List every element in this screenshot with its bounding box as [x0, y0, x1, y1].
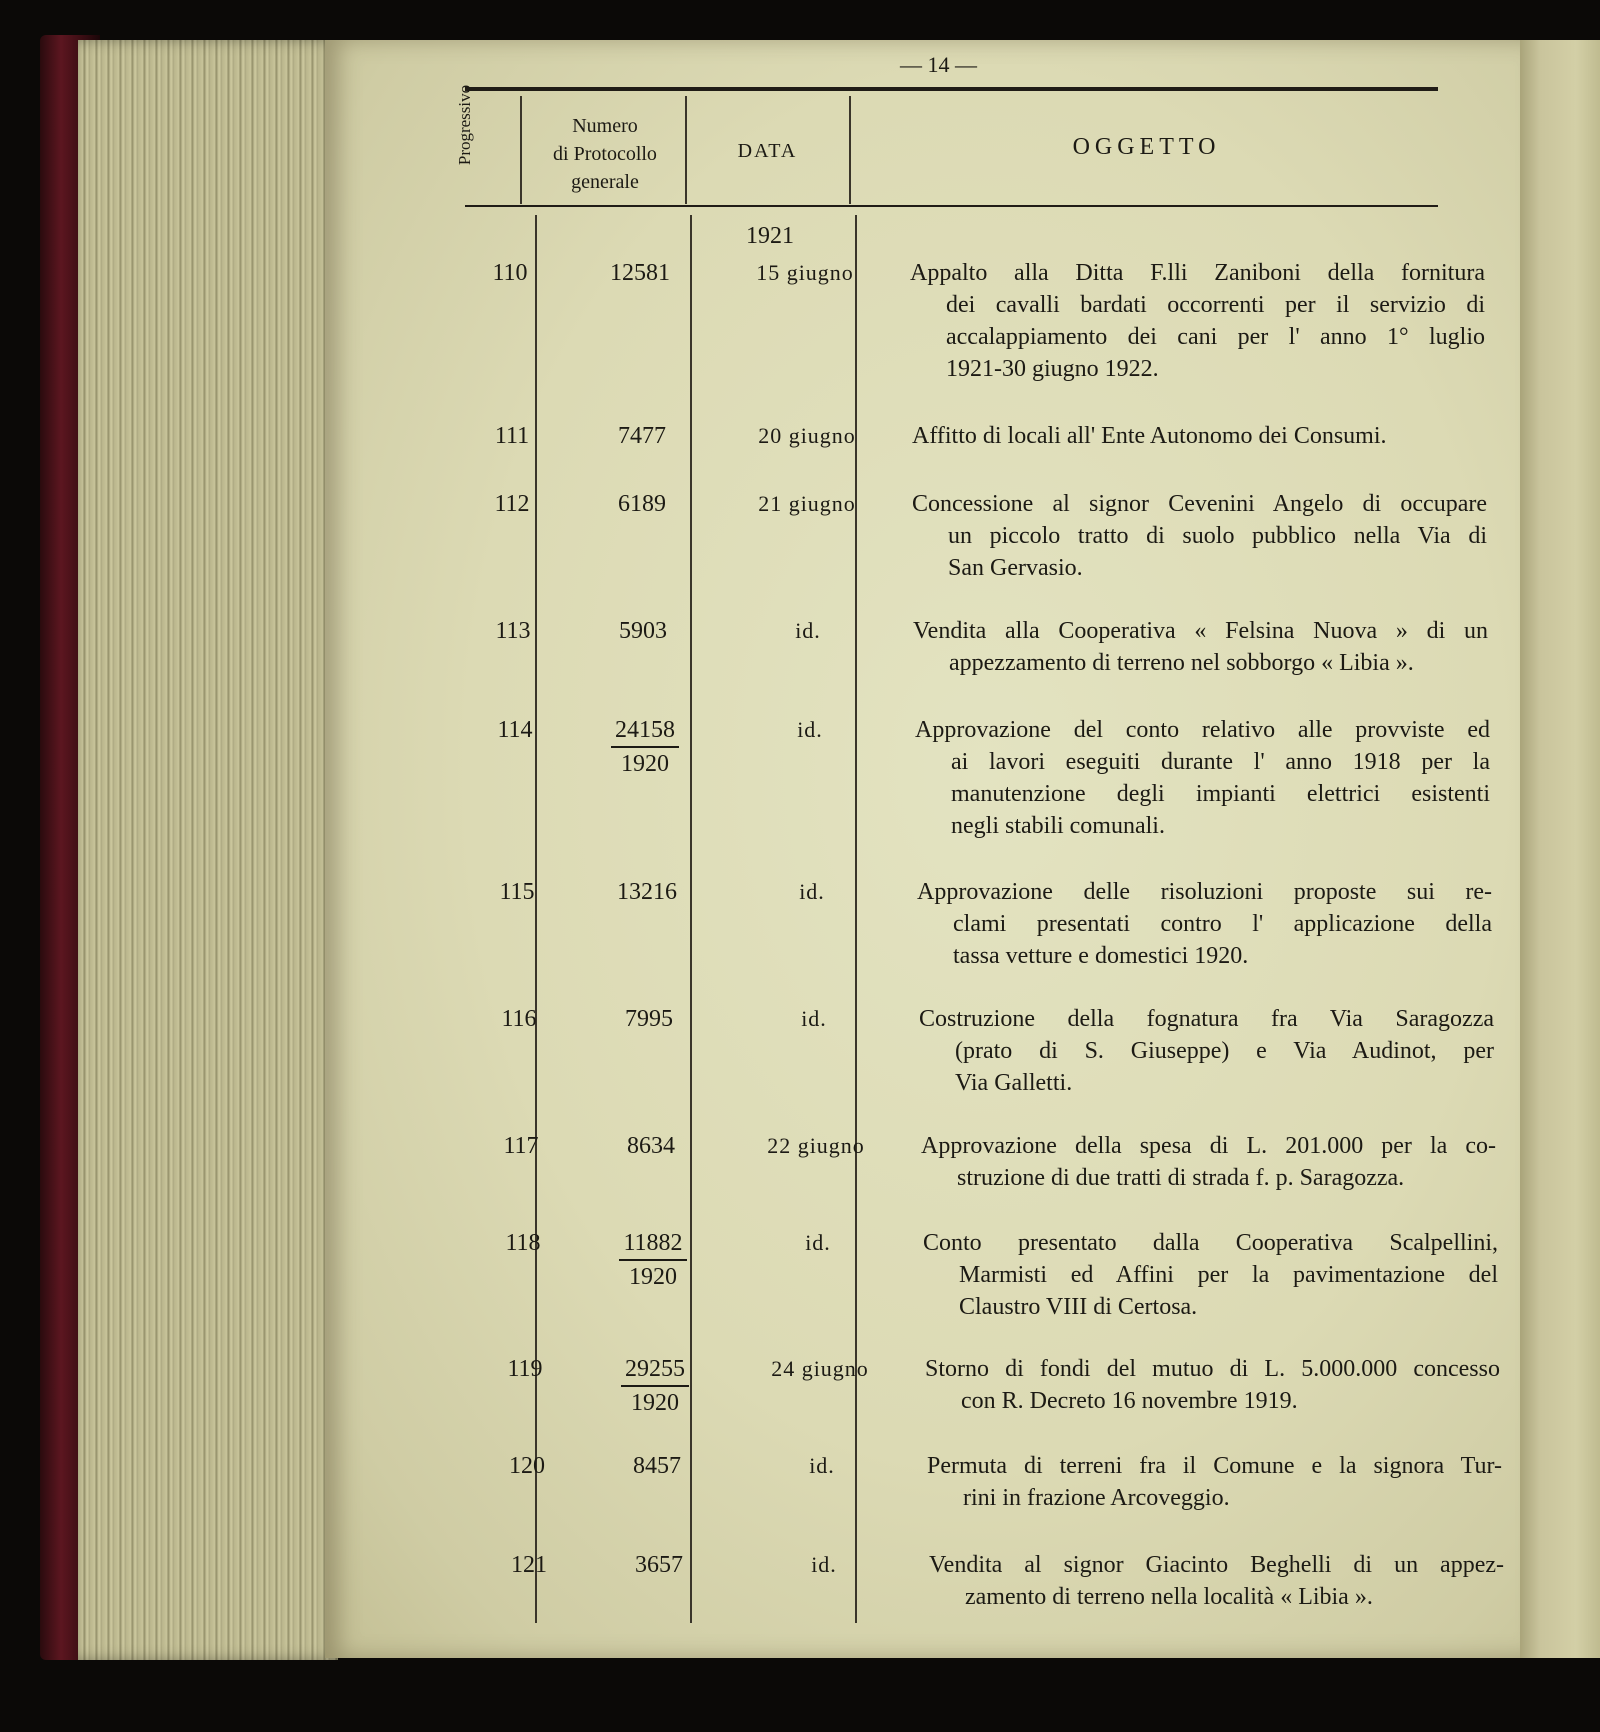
header-rule: [465, 205, 1438, 207]
row-progressivo: 111: [494, 423, 530, 449]
row-protocollo-number: 11882: [619, 1227, 686, 1261]
row-data: id.: [799, 879, 825, 904]
header-protocollo: [525, 112, 685, 196]
oggetto-line: Marmisti ed Affini per la pavimentazione del: [959, 1262, 1498, 1288]
oggetto-line: (prato di S. Giuseppe) e Via Audinot, per: [955, 1038, 1494, 1064]
row-protocollo: 7477: [618, 423, 666, 449]
row-progressivo: 116: [501, 1006, 537, 1032]
row-oggetto: [915, 714, 1490, 842]
row-protocollo: 6189: [618, 491, 666, 517]
oggetto-line: Approvazione delle risoluzioni proposte sui re-: [917, 879, 1492, 905]
oggetto-line: Approvazione del conto relativo alle provviste ed: [915, 717, 1490, 743]
row-progressivo: 110: [492, 260, 528, 286]
oggetto-line: clami presentati contro l' applicazione della: [953, 911, 1492, 937]
row-data: 15 giugno: [756, 260, 854, 285]
row-protocollo: 5903: [619, 618, 667, 644]
row-protocollo: 8457: [633, 1453, 681, 1479]
header-divider-2: [685, 96, 687, 204]
row-protocollo: 13216: [617, 879, 677, 905]
row-data: 22 giugno: [767, 1133, 865, 1158]
row-oggetto: [910, 257, 1485, 385]
oggetto-line: un piccolo tratto di suolo pubblico nella Via di: [948, 523, 1487, 549]
header-progressivo: Progressivo: [455, 84, 474, 166]
row-oggetto: [917, 876, 1492, 972]
row-protocollo-year: 1920: [621, 751, 669, 777]
oggetto-line: Vendita alla Cooperativa « Felsina Nuova » di un: [913, 618, 1488, 644]
top-rule: [465, 87, 1438, 91]
header-data: DATA: [737, 140, 798, 162]
oggetto-line: San Gervasio.: [948, 555, 1083, 581]
oggetto-line: manutenzione degli impianti elettrici esistenti: [951, 781, 1490, 807]
row-protocollo: [580, 1353, 730, 1419]
row-protocollo-year: 1920: [631, 1390, 679, 1416]
header-divider-1: [520, 96, 522, 204]
row-oggetto: [919, 1003, 1494, 1099]
oggetto-line: Costruzione della fognatura fra Via Saragozza: [919, 1006, 1494, 1032]
header-protocollo-line-3: generale: [571, 171, 639, 193]
row-data: id.: [795, 618, 821, 643]
oggetto-line: 1921-30 giugno 1922.: [946, 356, 1159, 382]
oggetto-line: zamento di terreno nella località « Libia ».: [965, 1584, 1373, 1610]
row-data: id.: [811, 1552, 837, 1577]
oggetto-line: Claustro VIII di Certosa.: [959, 1294, 1198, 1320]
oggetto-line: Vendita al signor Giacinto Beghelli di un appez-: [929, 1552, 1504, 1578]
row-data: id.: [801, 1006, 827, 1031]
oggetto-line: struzione di due tratti di strada f. p. Saragozza.: [957, 1165, 1405, 1191]
oggetto-line: tassa vetture e domestici 1920.: [953, 943, 1249, 969]
row-protocollo: 3657: [635, 1552, 683, 1578]
row-data: 24 giugno: [771, 1356, 869, 1381]
oggetto-line: con R. Decreto 16 novembre 1919.: [961, 1388, 1298, 1414]
row-protocollo-year: 1920: [629, 1264, 677, 1290]
row-progressivo: 118: [505, 1230, 541, 1256]
row-progressivo: 112: [494, 491, 530, 517]
oggetto-line: Storno di fondi del mutuo di L. 5.000.000 concesso: [925, 1356, 1500, 1382]
row-oggetto: [925, 1353, 1500, 1417]
oggetto-line: rini in frazione Arcoveggio.: [963, 1485, 1230, 1511]
oggetto-line: dei cavalli bardati occorrenti per il servizio di: [946, 292, 1485, 318]
row-data: 20 giugno: [758, 423, 856, 448]
header-protocollo-line-2: di Protocollo: [553, 143, 657, 165]
oggetto-line: Via Galletti.: [955, 1070, 1073, 1096]
row-data: id.: [809, 1453, 835, 1478]
row-oggetto: [913, 615, 1488, 679]
year-label: 1921: [746, 223, 794, 249]
row-progressivo: 115: [499, 879, 535, 905]
header-oggetto: OGGETTO: [1072, 134, 1221, 160]
row-protocollo: 12581: [610, 260, 670, 286]
row-protocollo: [578, 1227, 728, 1293]
row-progressivo: 114: [497, 717, 533, 743]
header-divider-3: [849, 96, 851, 204]
row-protocollo-number: 24158: [611, 714, 679, 748]
row-progressivo: 121: [511, 1552, 547, 1578]
row-progressivo: 113: [495, 618, 531, 644]
oggetto-line: Conto presentato dalla Cooperativa Scalpellini,: [923, 1230, 1498, 1256]
row-data: id.: [797, 717, 823, 742]
row-oggetto: [929, 1549, 1504, 1613]
oggetto-line: Affitto di locali all' Ente Autonomo dei Consumi.: [912, 423, 1387, 449]
row-protocollo-number: 29255: [621, 1353, 689, 1387]
row-progressivo: 119: [507, 1356, 543, 1382]
row-protocollo: 7995: [625, 1006, 673, 1032]
oggetto-line: Concessione al signor Cevenini Angelo di occupare: [912, 491, 1487, 517]
oggetto-line: Permuta di terreni fra il Comune e la signora Tur-: [927, 1453, 1502, 1479]
row-data: id.: [805, 1230, 831, 1255]
oggetto-line: accalappiamento dei cani per l' anno 1° luglio: [946, 324, 1485, 350]
row-oggetto: [923, 1227, 1498, 1323]
oggetto-line: Appalto alla Ditta F.lli Zaniboni della fornitura: [910, 260, 1485, 286]
oggetto-line: ai lavori eseguiti durante l' anno 1918 per la: [951, 749, 1490, 775]
oggetto-line: appezzamento di terreno nel sobborgo « Libia ».: [949, 650, 1414, 676]
row-protocollo: 8634: [627, 1133, 675, 1159]
row-oggetto: [927, 1450, 1502, 1514]
oggetto-line: Approvazione della spesa di L. 201.000 per la co-: [921, 1133, 1496, 1159]
page-edges: [78, 40, 338, 1660]
facing-page-edge: [1520, 40, 1600, 1658]
row-data: 21 giugno: [758, 491, 856, 516]
row-protocollo: [570, 714, 720, 780]
row-oggetto: [912, 488, 1487, 584]
row-oggetto: [912, 420, 1487, 452]
row-progressivo: 117: [503, 1133, 539, 1159]
oggetto-line: negli stabili comunali.: [951, 813, 1165, 839]
page-number: — 14 —: [900, 52, 977, 77]
header-protocollo-line-1: Numero: [572, 115, 638, 137]
row-oggetto: [921, 1130, 1496, 1194]
row-progressivo: 120: [509, 1453, 545, 1479]
